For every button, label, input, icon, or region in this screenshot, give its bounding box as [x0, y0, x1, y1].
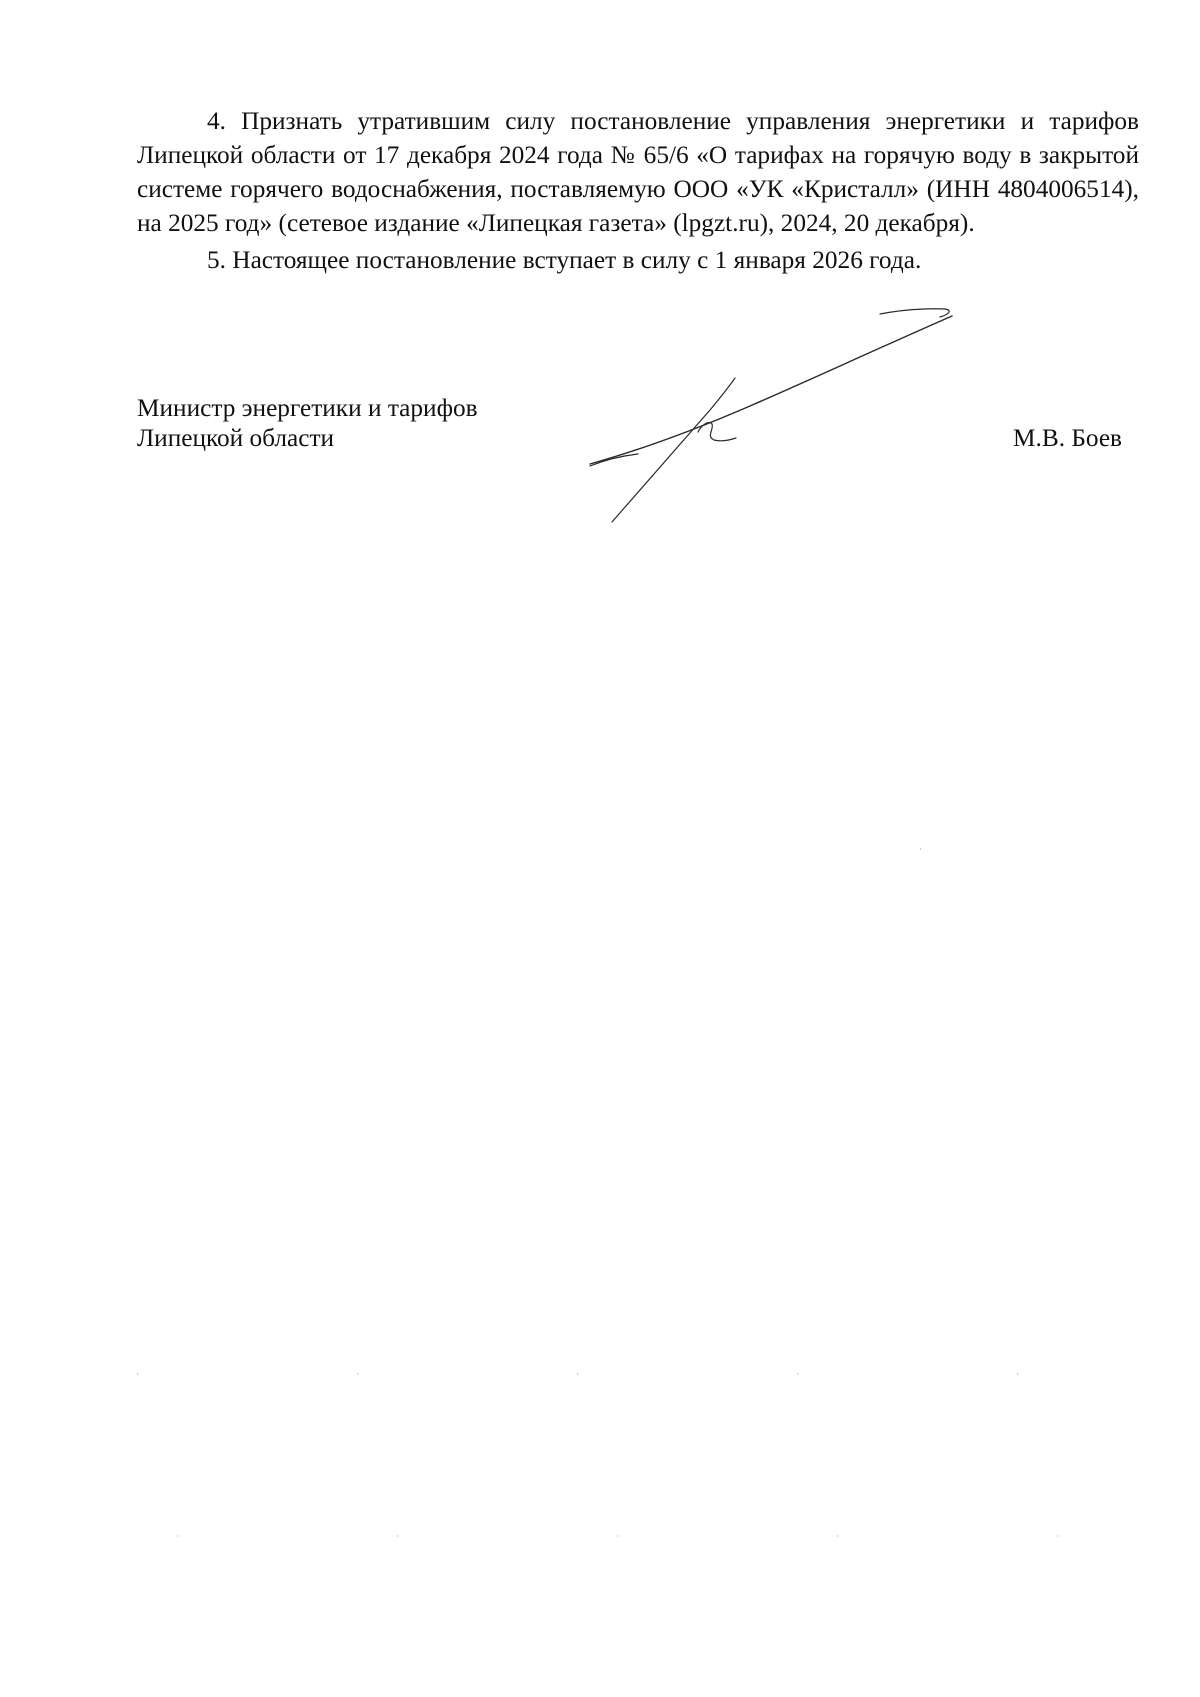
signer-title	[137, 393, 597, 453]
signature-long-stroke	[590, 316, 952, 464]
document-body	[137, 104, 1139, 277]
signer-title-line-1: Министр энергетики и тарифов	[137, 394, 478, 422]
scan-speck	[837, 1535, 838, 1537]
signer-title-line-2: Липецкой области	[137, 424, 335, 452]
scan-speck	[177, 1535, 178, 1537]
scan-speck	[357, 1373, 358, 1375]
paragraph-4: 4. Признать утратившим силу постановление управления энергетики и тарифов Липецкой области от 17 декабря 2024 года № 65/6 «О тарифах на горячую воду в закрытой системе горячего водоснабжения, поставляемую ООО «УК «Кристалл» (ИНН 4804006514), на 2025 год» (сетевое издание «Липецкая газета» (lpgzt.ru), 2024, 20 декабря).	[137, 107, 1139, 237]
signer-name: М.В. Боев	[1013, 424, 1122, 452]
scan-speck	[797, 1373, 798, 1375]
scan-speck	[137, 1373, 138, 1375]
scan-speck	[397, 1535, 398, 1537]
paragraph-5: 5. Настоящее постановление вступает в силу с 1 января 2026 года.	[207, 246, 922, 274]
signature-lower-tail	[590, 454, 638, 466]
scan-speck	[920, 848, 921, 850]
scan-speck	[1017, 1373, 1018, 1375]
scan-speck	[617, 1535, 618, 1537]
signature-loop	[698, 422, 736, 440]
scan-speck	[1057, 1535, 1058, 1537]
signature-diagonal-stroke	[612, 378, 735, 522]
signature-upper-hook	[880, 309, 949, 317]
handwritten-signature	[580, 300, 960, 530]
scan-speck	[577, 1373, 578, 1375]
